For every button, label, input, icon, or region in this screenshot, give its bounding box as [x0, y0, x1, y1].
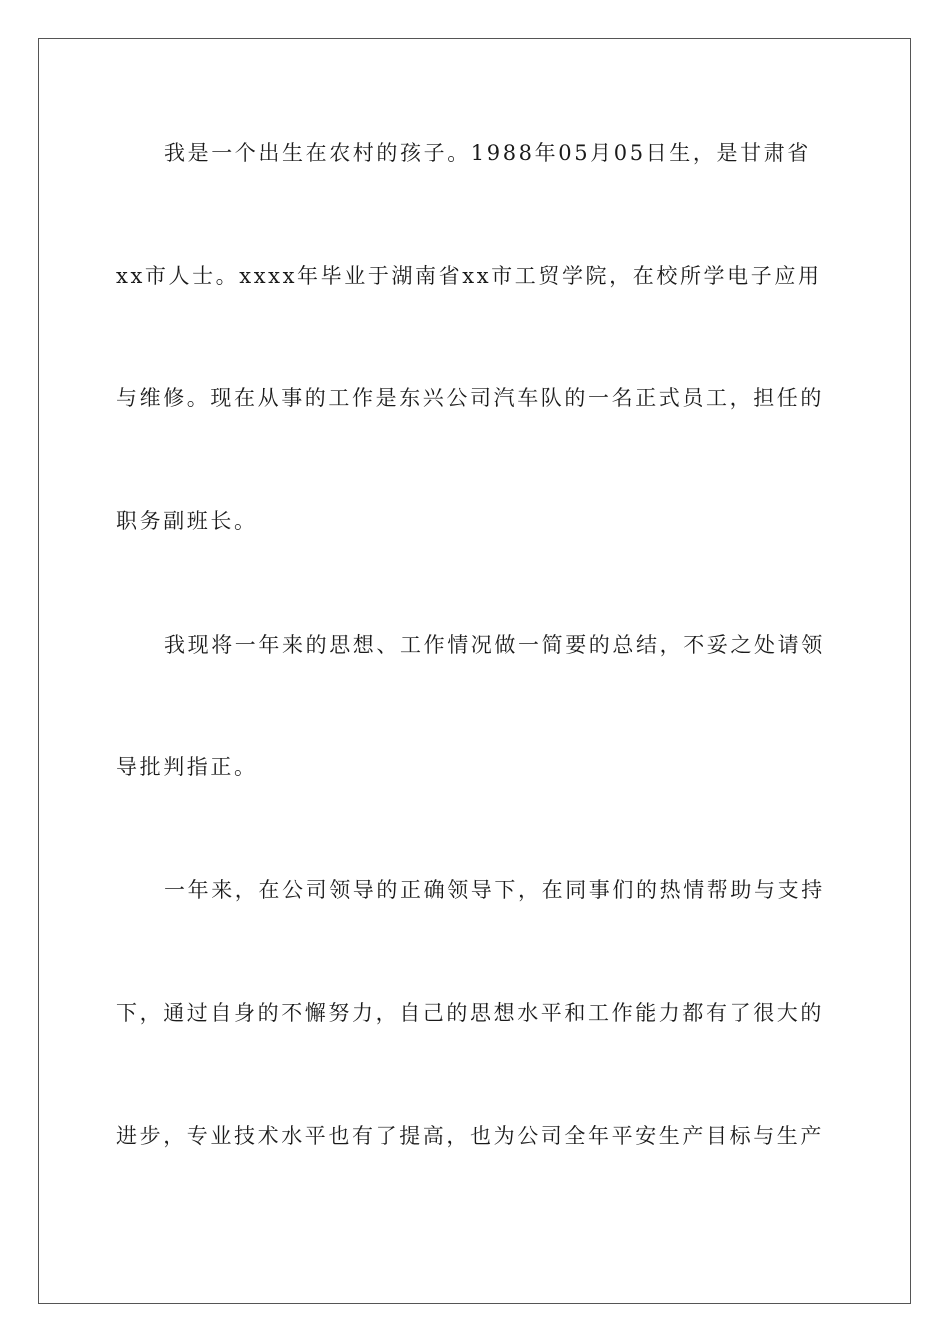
- text-line-7: 一年来，在公司领导的正确领导下，在同事们的热情帮助与支持: [164, 878, 825, 902]
- text-line-4: 职务副班长。: [116, 509, 258, 533]
- text-line-2: xx市人士。xxxx年毕业于湖南省xx市工贸学院，在校所学电子应用: [116, 264, 822, 288]
- text-line-1: 我是一个出生在农村的孩子。1988年05月05日生，是甘肃省: [164, 141, 811, 165]
- text-line-8: 下，通过自身的不懈努力，自己的思想水平和工作能力都有了很大的: [116, 1001, 824, 1025]
- text-line-3: 与维修。现在从事的工作是东兴公司汽车队的一名正式员工，担任的: [116, 386, 824, 410]
- text-line-5: 我现将一年来的思想、工作情况做一简要的总结，不妥之处请领: [164, 633, 825, 657]
- text-line-6: 导批判指正。: [116, 755, 258, 779]
- text-line-9: 进步，专业技术水平也有了提高，也为公司全年平安生产目标与生产: [116, 1124, 824, 1148]
- page-border: [38, 38, 911, 1304]
